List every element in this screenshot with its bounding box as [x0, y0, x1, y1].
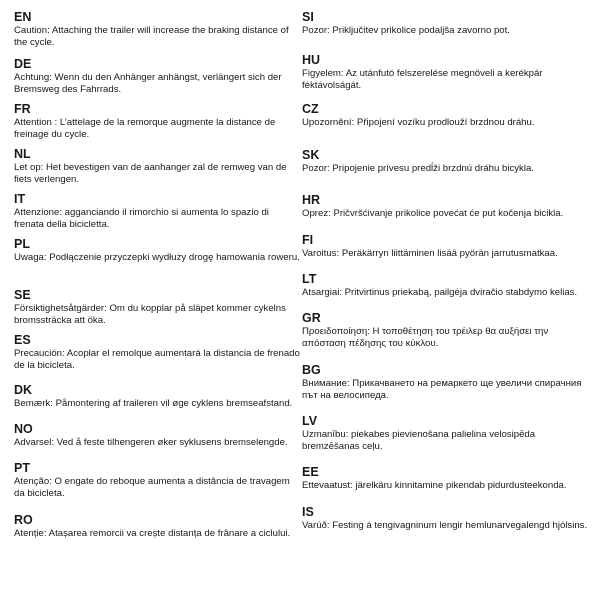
language-code: HR	[302, 193, 321, 207]
language-code: DE	[14, 57, 32, 71]
language-code: PT	[14, 461, 30, 475]
entry-lt	[302, 272, 588, 299]
entry-sk	[302, 148, 588, 175]
entry-fi	[302, 233, 588, 260]
entry-ee	[302, 465, 588, 492]
warning-text: Caution: Attaching the trailer will increase the braking distance of the cycle.	[14, 25, 289, 49]
language-code: LV	[302, 414, 318, 428]
language-code: IS	[302, 505, 314, 519]
warning-text: Atenție: Atașarea remorcii va crește distanța de frânare a ciclului.	[14, 528, 291, 539]
language-code: DK	[14, 383, 33, 397]
entry-de	[14, 57, 300, 97]
warning-text: Oprez: Pričvršćivanje prikolice povećat će put kočenja bicikla.	[302, 208, 564, 219]
warning-text: Uzmanību: piekabes pievienošana palielina velosipēda bremzēšanas ceļu.	[302, 429, 536, 453]
language-code: RO	[14, 513, 33, 527]
entry-pl	[14, 237, 300, 264]
entry-bg	[302, 363, 588, 403]
entry-fr	[14, 102, 300, 142]
entry-dk	[14, 383, 300, 410]
language-code: SK	[302, 148, 320, 162]
warning-text: Advarsel: Ved å feste tilhengeren øker syklusens bremselengde.	[14, 437, 288, 448]
language-code: CZ	[302, 102, 319, 116]
language-code: FR	[14, 102, 31, 116]
language-code: NO	[14, 422, 33, 436]
warning-text: Varúð: Festing á tengivagninum lengir hemlunarvegalengd hjólsins.	[302, 520, 588, 531]
warning-text: Uwaga: Podłączenie przyczepki wydłuży drogę hamowania roweru.	[14, 252, 300, 263]
language-code: FI	[302, 233, 314, 247]
warning-text: Achtung: Wenn du den Anhänger anhängst, verlängert sich der Bremsweg des Fahrrads.	[14, 72, 282, 96]
entry-es	[14, 333, 300, 373]
entry-lv	[302, 414, 588, 454]
warning-text: Atsargiai: Pritvirtinus priekabą, pailgėja dviračio stabdymo kelias.	[302, 287, 578, 298]
language-code: EN	[14, 10, 32, 24]
entry-gr	[302, 311, 588, 351]
entry-ro	[14, 513, 300, 540]
warning-text: Pozor: Pripojenie prívesu predĺži brzdnú dráhu bicykla.	[302, 163, 534, 174]
language-code: EE	[302, 465, 319, 479]
language-code: ES	[14, 333, 31, 347]
entry-en	[14, 10, 300, 50]
language-code: GR	[302, 311, 321, 325]
entry-pt	[14, 461, 300, 501]
warning-text: Figyelem: Az utánfutó felszerelése megnöveli a kerékpár féktávolságát.	[302, 68, 543, 92]
entry-cz	[302, 102, 588, 129]
warning-text: Pozor: Priključitev prikolice podaljša zavorno pot.	[302, 25, 510, 36]
entry-se	[14, 288, 300, 328]
entry-it	[14, 192, 300, 232]
language-code: SE	[14, 288, 31, 302]
entry-hu	[302, 53, 588, 93]
warning-text: Attention : L’attelage de la remorque augmente la distance de freinage du cycle.	[14, 117, 276, 141]
entry-nl	[14, 147, 300, 187]
warning-text: Atenção: O engate do reboque aumenta a distância de travagem da bicicleta.	[14, 476, 290, 500]
warning-text: Let op: Het bevestigen van de aanhanger zal de remweg van de fiets verlengen.	[14, 162, 287, 186]
language-code: PL	[14, 237, 30, 251]
language-code: LT	[302, 272, 317, 286]
entry-hr	[302, 193, 588, 220]
warning-text: Försiktighetsåtgärder: Om du kopplar på släpet kommer cykelns bromssträcka att öka.	[14, 303, 286, 327]
warning-text: Bemærk: Påmontering af traileren vil øge cyklens bremseafstand.	[14, 398, 293, 409]
entry-si	[302, 10, 588, 37]
warning-text: Внимание: Прикачването на ремаркето ще увеличи спирачния път на велосипеда.	[302, 378, 582, 402]
warning-text: Attenzione: agganciando il rimorchio si aumenta lo spazio di frenata della bicicletta.	[14, 207, 269, 231]
language-code: NL	[14, 147, 31, 161]
entry-no	[14, 422, 300, 449]
language-code: BG	[302, 363, 321, 377]
warning-text: Precaución: Acoplar el remolque aumentará la distancia de frenado de la bicicleta.	[14, 348, 300, 372]
language-code: HU	[302, 53, 321, 67]
language-code: SI	[302, 10, 314, 24]
warning-text: Ettevaatust: järelkäru kinnitamine pikendab pidurdusteekonda.	[302, 480, 567, 491]
language-code: IT	[14, 192, 26, 206]
warning-text: Varoitus: Peräkärryn liittäminen lisää pyörän jarrutusmatkaa.	[302, 248, 558, 259]
warning-text: Upozornění: Připojení vozíku prodlouží brzdnou dráhu.	[302, 117, 535, 128]
warning-text: Προειδοποίηση: Η τοποθέτηση του τρέιλερ θα αυξήσει την απόσταση πέδησης του κύκλου.	[302, 326, 549, 350]
entry-is	[302, 505, 588, 532]
